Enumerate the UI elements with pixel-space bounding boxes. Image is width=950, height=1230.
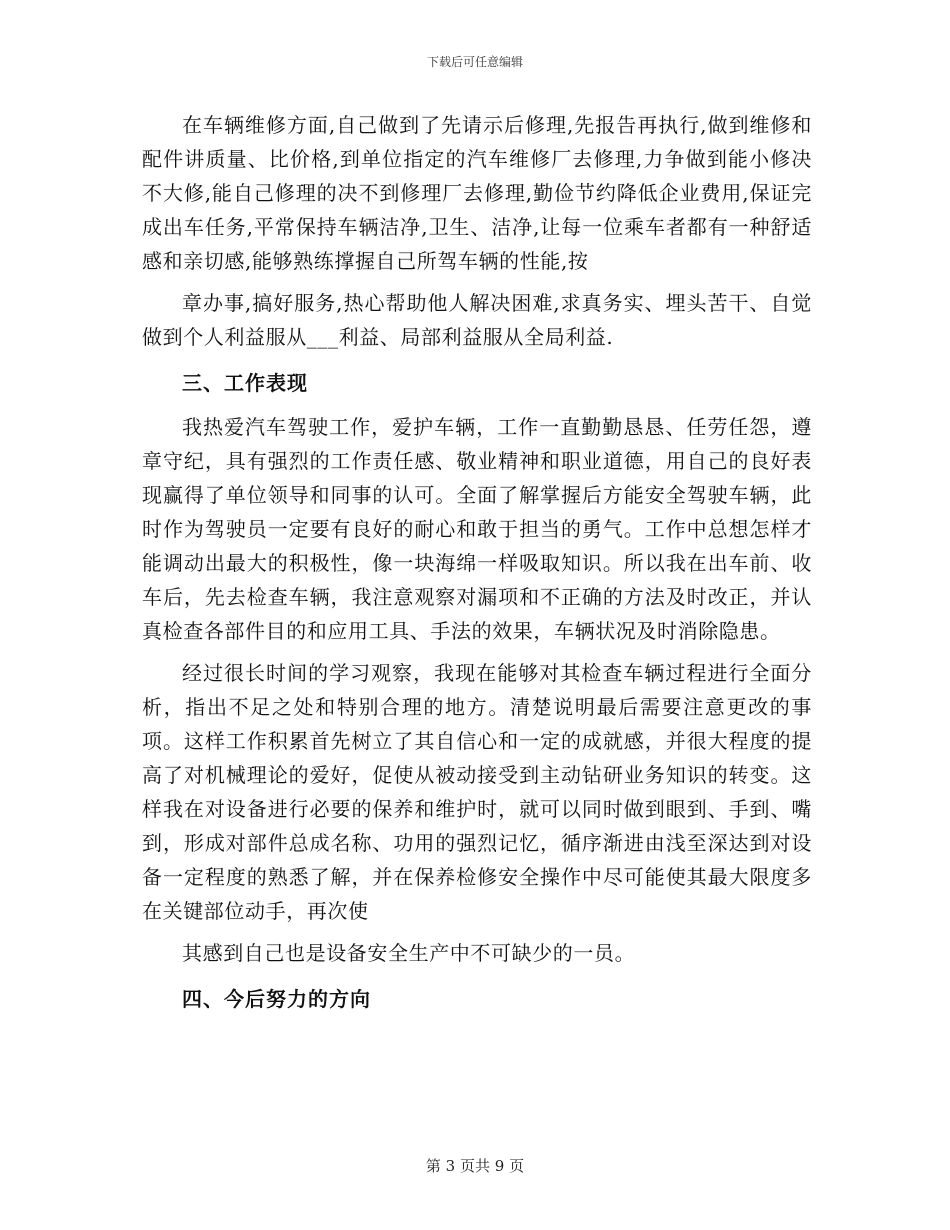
paragraph-work-performance: 我热爱汽车驾驶工作，爱护车辆，工作一直勤勤恳恳、任劳任怨，遵章守纪，具有强烈的工作责任感、敬业精神和职业道德，用自己的良好表现赢得了单位领导和同事的认可。全面了解掌握后方能安全驾驶车辆，此时作为驾驶员一定要有良好的耐心和敢于担当的勇气。工作中总想怎样才能调动出最大的积极性，像一块海绵一样吸取知识。所以我在出车前、收车后，先去检查车辆，我注意观察对漏项和不正确的方法及时改正，并认真检查各部件目的和应用工具、手法的效果，车辆状况及时消除隐患。 [142,415,812,643]
paragraph-learning-observation: 经过很长时间的学习观察，我现在能够对其检查车辆过程进行全面分析，指出不足之处和特别合理的地方。清楚说明最后需要注意更改的事项。这样工作积累首先树立了其自信心和一定的成就感，并很大程度的提高了对机械理论的爱好，促使从被动接受到主动钻研业务知识的转变。这样我在对设备进行必要的保养和维护时，就可以同时做到眼到、手到、嘴到，形成对部件总成名称、功用的强烈记忆，循序渐进由浅至深达到对设备一定程度的熟悉了解，并在保养检修安全操作中尽可能使其最大限度多在关键部位动手，再次使 [142,661,812,923]
section-heading-future-direction: 四、今后努力的方向 [182,987,371,1011]
page-header: 下载后可任意编辑 [426,55,523,69]
document-body [142,108,812,1018]
paragraph-service-attitude: 章办事,搞好服务,热心帮助他人解决困难,求真务实、埋头苦干、自觉做到个人利益服从___利益、局部利益服从全局利益. [142,291,812,349]
section-heading-work-performance: 三、工作表现 [182,371,308,395]
paragraph-vehicle-maintenance: 在车辆维修方面,自己做到了先请示后修理,先报告再执行,做到维修和配件讲质量、比价格,到单位指定的汽车维修厂去修理,力争做到能小修决不大修,能自己修理的决不到修理厂去修理,勤俭节约降低企业费用,保证完成出车任务,平常保持车辆洁净,卫生、洁净,让每一位乘车者都有一种舒适感和亲切感,能够熟练撑握自己所驾车辆的性能,按 [142,113,812,273]
page-footer-page-number: 第 3 页共 9 页 [425,1157,525,1175]
paragraph-safety-role: 其感到自己也是设备安全生产中不可缺少的一员。 [182,941,636,965]
